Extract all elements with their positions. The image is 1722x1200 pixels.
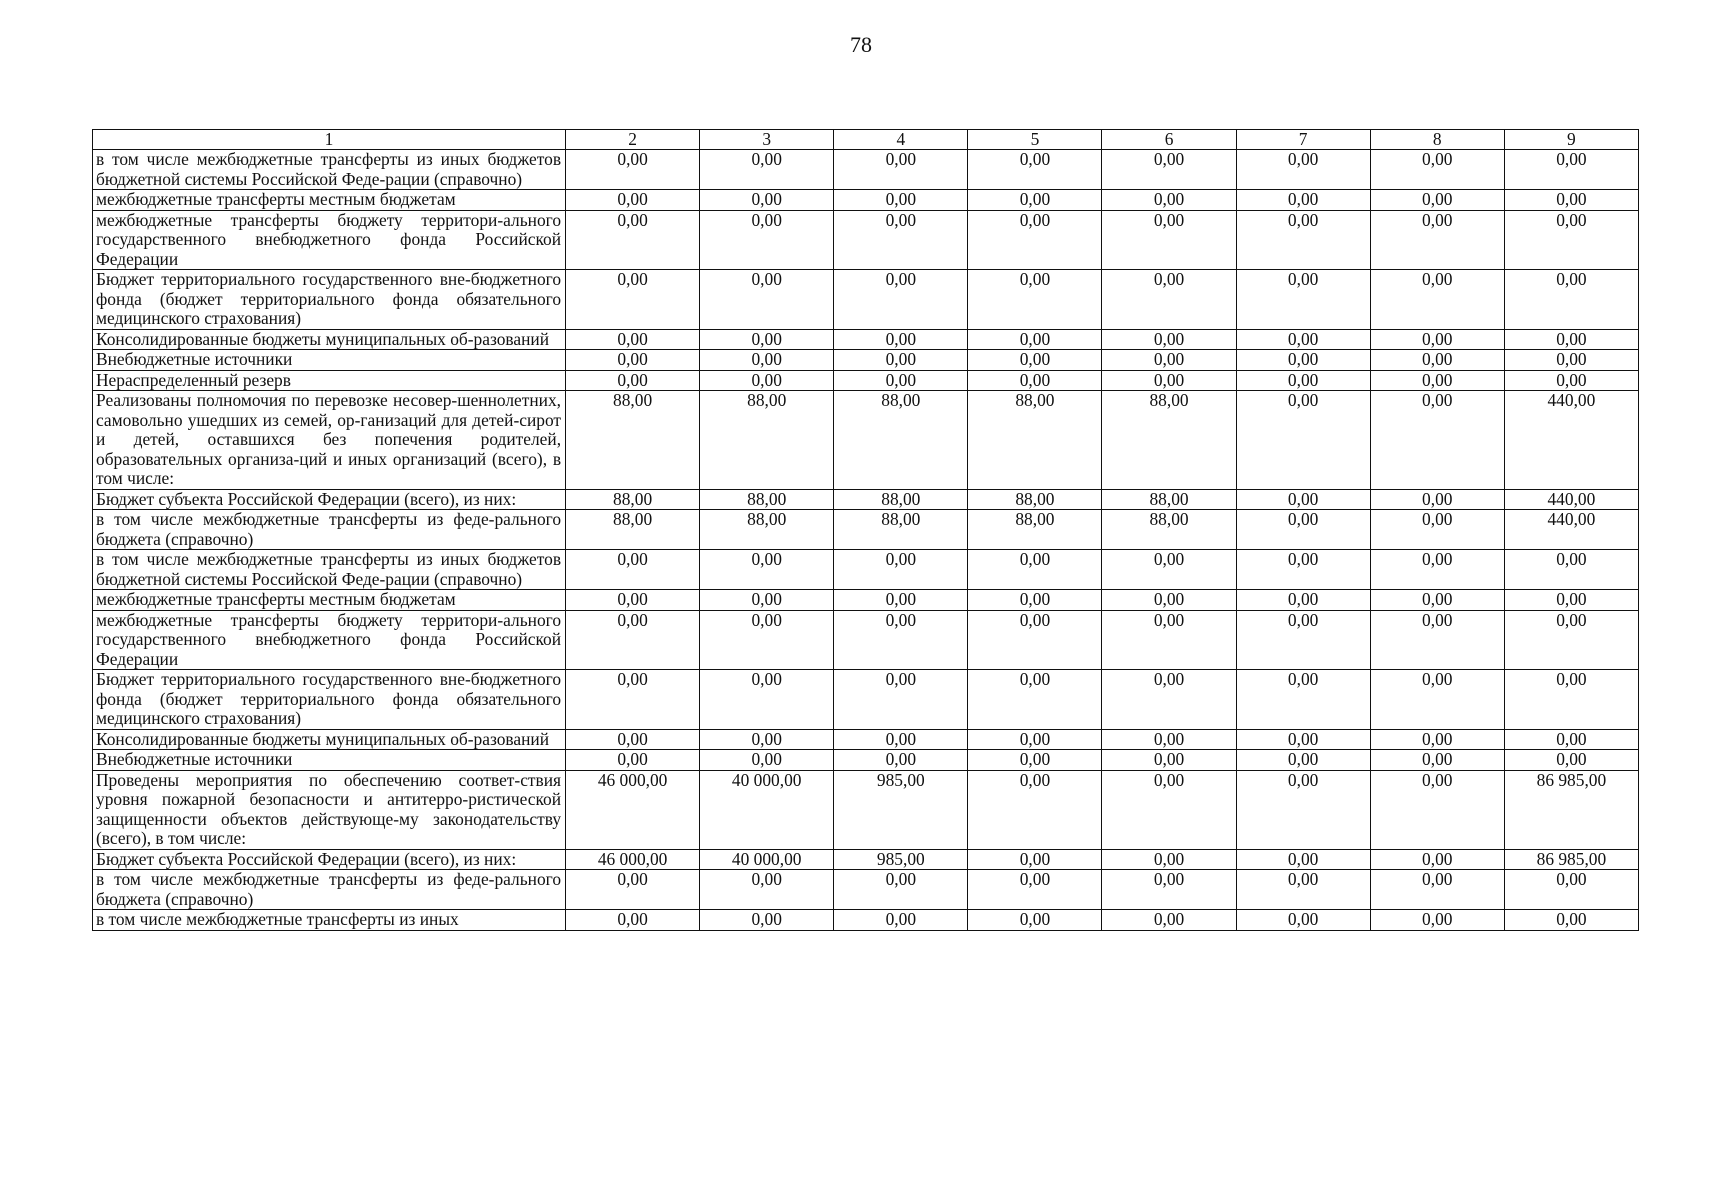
value-cell: 0,00: [968, 370, 1102, 391]
value-cell: 0,00: [700, 210, 834, 270]
value-cell: 0,00: [1102, 610, 1236, 670]
value-cell: 0,00: [566, 729, 700, 750]
page-number: 78: [850, 32, 872, 57]
value-cell: 0,00: [1102, 729, 1236, 750]
value-cell: 0,00: [1370, 610, 1504, 670]
value-cell: 0,00: [700, 729, 834, 750]
table-body: [93, 130, 1639, 931]
table-row: [93, 391, 1639, 490]
value-cell: 0,00: [834, 590, 968, 611]
value-cell: 40 000,00: [700, 770, 834, 849]
value-cell: 0,00: [834, 550, 968, 590]
row-label: межбюджетные трансферты бюджету территори-ального государственного внебюджетного фонда Российской Федерации: [93, 210, 566, 270]
value-cell: 0,00: [834, 350, 968, 371]
value-cell: 0,00: [1236, 190, 1370, 211]
row-label: Внебюджетные источники: [93, 750, 566, 771]
value-cell: 88,00: [700, 510, 834, 550]
column-number-header: 2: [566, 130, 700, 150]
value-cell: 86 985,00: [1504, 849, 1638, 870]
value-cell: 0,00: [834, 150, 968, 190]
value-cell: 0,00: [1236, 729, 1370, 750]
row-label: Нераспределенный резерв: [93, 370, 566, 391]
value-cell: 0,00: [1504, 610, 1638, 670]
value-cell: 0,00: [1102, 190, 1236, 211]
table-header-row: [93, 130, 1639, 150]
value-cell: 0,00: [834, 210, 968, 270]
column-number-header: 6: [1102, 130, 1236, 150]
value-cell: 0,00: [566, 610, 700, 670]
row-label: межбюджетные трансферты местным бюджетам: [93, 590, 566, 611]
value-cell: 88,00: [834, 489, 968, 510]
value-cell: 0,00: [700, 550, 834, 590]
value-cell: 0,00: [968, 350, 1102, 371]
value-cell: 0,00: [1370, 210, 1504, 270]
table-row: [93, 329, 1639, 350]
table-row: [93, 729, 1639, 750]
table-row: [93, 610, 1639, 670]
value-cell: 0,00: [700, 329, 834, 350]
value-cell: 0,00: [700, 370, 834, 391]
value-cell: 0,00: [700, 270, 834, 330]
value-cell: 0,00: [1102, 150, 1236, 190]
value-cell: 0,00: [700, 870, 834, 910]
value-cell: 0,00: [968, 210, 1102, 270]
value-cell: 0,00: [968, 610, 1102, 670]
value-cell: 40 000,00: [700, 849, 834, 870]
value-cell: 0,00: [1504, 729, 1638, 750]
column-number-header: 7: [1236, 130, 1370, 150]
row-label: Бюджет территориального государственного вне-бюджетного фонда (бюджет территориального фонда обязательного медицинского страхования): [93, 670, 566, 730]
row-label: в том числе межбюджетные трансферты из иных бюджетов бюджетной системы Российской Феде-рации (справочно): [93, 150, 566, 190]
value-cell: 88,00: [700, 391, 834, 490]
table-row: [93, 489, 1639, 510]
value-cell: 0,00: [1504, 329, 1638, 350]
value-cell: 0,00: [1370, 150, 1504, 190]
value-cell: 88,00: [968, 510, 1102, 550]
value-cell: 0,00: [1370, 391, 1504, 490]
value-cell: 0,00: [968, 190, 1102, 211]
value-cell: 0,00: [1102, 910, 1236, 931]
value-cell: 0,00: [834, 610, 968, 670]
value-cell: 0,00: [1102, 270, 1236, 330]
table-row: [93, 510, 1639, 550]
value-cell: 0,00: [1236, 270, 1370, 330]
row-label: Бюджет субъекта Российской Федерации (всего), из них:: [93, 489, 566, 510]
value-cell: 88,00: [1102, 510, 1236, 550]
value-cell: 0,00: [1370, 590, 1504, 611]
value-cell: 0,00: [566, 870, 700, 910]
table-row: [93, 910, 1639, 931]
value-cell: 88,00: [834, 391, 968, 490]
value-cell: 0,00: [834, 190, 968, 211]
table-row: [93, 849, 1639, 870]
value-cell: 0,00: [1504, 190, 1638, 211]
row-label: Проведены мероприятия по обеспечению соответ-ствия уровня пожарной безопасности и антитерро-ристической защищенности объектов действующе-му законодательству (всего), в том числе:: [93, 770, 566, 849]
value-cell: 0,00: [566, 750, 700, 771]
value-cell: 0,00: [968, 770, 1102, 849]
value-cell: 0,00: [968, 870, 1102, 910]
table-row: [93, 770, 1639, 849]
value-cell: 0,00: [700, 670, 834, 730]
value-cell: 0,00: [1370, 489, 1504, 510]
value-cell: 0,00: [1370, 849, 1504, 870]
value-cell: 0,00: [1102, 350, 1236, 371]
value-cell: 0,00: [968, 329, 1102, 350]
value-cell: 0,00: [1236, 770, 1370, 849]
table-row: [93, 150, 1639, 190]
value-cell: 0,00: [968, 849, 1102, 870]
value-cell: 0,00: [1504, 550, 1638, 590]
value-cell: 0,00: [566, 150, 700, 190]
value-cell: 0,00: [1504, 750, 1638, 771]
table-row: [93, 270, 1639, 330]
row-label: Реализованы полномочия по перевозке несовер-шеннолетних, самовольно ушедших из семей, ор-ганизаций для детей-сирот и детей, оставшихся без попечения родителей, образовательных организа-ций и иных организаций (всего), в том числе:: [93, 391, 566, 490]
value-cell: 0,00: [968, 550, 1102, 590]
value-cell: 0,00: [834, 750, 968, 771]
value-cell: 0,00: [1370, 350, 1504, 371]
value-cell: 0,00: [1504, 670, 1638, 730]
table-row: [93, 750, 1639, 771]
value-cell: 0,00: [1370, 729, 1504, 750]
value-cell: 0,00: [1236, 590, 1370, 611]
value-cell: 88,00: [1102, 391, 1236, 490]
value-cell: 0,00: [1236, 870, 1370, 910]
value-cell: 440,00: [1504, 510, 1638, 550]
value-cell: 0,00: [1236, 849, 1370, 870]
column-number-header: 5: [968, 130, 1102, 150]
value-cell: 0,00: [1236, 391, 1370, 490]
value-cell: 0,00: [1102, 590, 1236, 611]
value-cell: 0,00: [1236, 350, 1370, 371]
value-cell: 88,00: [700, 489, 834, 510]
value-cell: 0,00: [1370, 910, 1504, 931]
value-cell: 0,00: [700, 590, 834, 611]
value-cell: 0,00: [1102, 550, 1236, 590]
value-cell: 0,00: [968, 270, 1102, 330]
value-cell: 0,00: [1504, 210, 1638, 270]
value-cell: 0,00: [968, 590, 1102, 611]
value-cell: 0,00: [1236, 550, 1370, 590]
value-cell: 0,00: [1102, 670, 1236, 730]
row-label: Бюджет субъекта Российской Федерации (всего), из них:: [93, 849, 566, 870]
value-cell: 0,00: [700, 610, 834, 670]
table-row: [93, 370, 1639, 391]
column-number-header: 4: [834, 130, 968, 150]
value-cell: 440,00: [1504, 489, 1638, 510]
value-cell: 0,00: [1504, 590, 1638, 611]
value-cell: 0,00: [566, 670, 700, 730]
value-cell: 0,00: [1370, 750, 1504, 771]
value-cell: 0,00: [1370, 550, 1504, 590]
value-cell: 88,00: [968, 489, 1102, 510]
value-cell: 0,00: [1236, 150, 1370, 190]
value-cell: 0,00: [1504, 910, 1638, 931]
value-cell: 0,00: [1102, 210, 1236, 270]
column-number-header: 9: [1504, 130, 1638, 150]
value-cell: 86 985,00: [1504, 770, 1638, 849]
value-cell: 0,00: [1370, 870, 1504, 910]
value-cell: 0,00: [1504, 870, 1638, 910]
value-cell: 0,00: [1370, 329, 1504, 350]
value-cell: 88,00: [566, 391, 700, 490]
value-cell: 0,00: [566, 370, 700, 391]
row-label: Бюджет территориального государственного вне-бюджетного фонда (бюджет территориального фонда обязательного медицинского страхования): [93, 270, 566, 330]
value-cell: 985,00: [834, 849, 968, 870]
value-cell: 440,00: [1504, 391, 1638, 490]
value-cell: 0,00: [566, 329, 700, 350]
value-cell: 0,00: [700, 190, 834, 211]
value-cell: 0,00: [1236, 670, 1370, 730]
value-cell: 0,00: [700, 350, 834, 371]
value-cell: 0,00: [1504, 270, 1638, 330]
value-cell: 0,00: [834, 370, 968, 391]
row-label: Консолидированные бюджеты муниципальных об-разований: [93, 329, 566, 350]
row-label: в том числе межбюджетные трансферты из иных: [93, 910, 566, 931]
row-label: в том числе межбюджетные трансферты из иных бюджетов бюджетной системы Российской Феде-рации (справочно): [93, 550, 566, 590]
value-cell: 0,00: [1370, 370, 1504, 391]
value-cell: 88,00: [834, 510, 968, 550]
value-cell: 0,00: [834, 329, 968, 350]
value-cell: 0,00: [1370, 670, 1504, 730]
row-label: Внебюджетные источники: [93, 350, 566, 371]
value-cell: 0,00: [1236, 370, 1370, 391]
value-cell: 0,00: [834, 729, 968, 750]
value-cell: 0,00: [834, 870, 968, 910]
table-row: [93, 870, 1639, 910]
row-label: в том числе межбюджетные трансферты из феде-рального бюджета (справочно): [93, 870, 566, 910]
value-cell: 0,00: [1102, 370, 1236, 391]
value-cell: 88,00: [566, 510, 700, 550]
row-label: межбюджетные трансферты местным бюджетам: [93, 190, 566, 211]
value-cell: 0,00: [700, 750, 834, 771]
value-cell: 0,00: [566, 590, 700, 611]
value-cell: 0,00: [1236, 750, 1370, 771]
value-cell: 0,00: [566, 210, 700, 270]
value-cell: 0,00: [968, 910, 1102, 931]
value-cell: 0,00: [700, 150, 834, 190]
value-cell: 0,00: [1370, 270, 1504, 330]
value-cell: 0,00: [1102, 750, 1236, 771]
value-cell: 0,00: [566, 910, 700, 931]
value-cell: 0,00: [968, 150, 1102, 190]
value-cell: 0,00: [1102, 770, 1236, 849]
value-cell: 0,00: [1102, 329, 1236, 350]
value-cell: 88,00: [1102, 489, 1236, 510]
value-cell: 0,00: [1236, 510, 1370, 550]
value-cell: 0,00: [1504, 350, 1638, 371]
row-label: в том числе межбюджетные трансферты из феде-рального бюджета (справочно): [93, 510, 566, 550]
value-cell: 0,00: [1236, 910, 1370, 931]
value-cell: 0,00: [1370, 190, 1504, 211]
value-cell: 0,00: [834, 270, 968, 330]
value-cell: 0,00: [1102, 870, 1236, 910]
value-cell: 0,00: [834, 910, 968, 931]
value-cell: 0,00: [1236, 329, 1370, 350]
table-row: [93, 550, 1639, 590]
value-cell: 0,00: [566, 190, 700, 211]
value-cell: 88,00: [968, 391, 1102, 490]
value-cell: 0,00: [1504, 150, 1638, 190]
value-cell: 0,00: [968, 750, 1102, 771]
table-row: [93, 350, 1639, 371]
column-number-header: 1: [93, 130, 566, 150]
value-cell: 88,00: [566, 489, 700, 510]
table-row: [93, 670, 1639, 730]
value-cell: 0,00: [1102, 849, 1236, 870]
table-row: [93, 190, 1639, 211]
table-row: [93, 210, 1639, 270]
value-cell: 0,00: [1504, 370, 1638, 391]
value-cell: 985,00: [834, 770, 968, 849]
row-label: межбюджетные трансферты бюджету территори-ального государственного внебюджетного фонда Российской Федерации: [93, 610, 566, 670]
value-cell: 0,00: [834, 670, 968, 730]
value-cell: 0,00: [1236, 610, 1370, 670]
value-cell: 0,00: [1236, 489, 1370, 510]
value-cell: 0,00: [566, 270, 700, 330]
column-number-header: 8: [1370, 130, 1504, 150]
value-cell: 46 000,00: [566, 849, 700, 870]
budget-table: [92, 129, 1639, 931]
value-cell: 0,00: [968, 670, 1102, 730]
row-label: Консолидированные бюджеты муниципальных об-разований: [93, 729, 566, 750]
table-row: [93, 590, 1639, 611]
value-cell: 0,00: [566, 550, 700, 590]
value-cell: 0,00: [1370, 770, 1504, 849]
value-cell: 0,00: [566, 350, 700, 371]
value-cell: 0,00: [700, 910, 834, 931]
column-number-header: 3: [700, 130, 834, 150]
value-cell: 0,00: [968, 729, 1102, 750]
value-cell: 0,00: [1236, 210, 1370, 270]
value-cell: 0,00: [1370, 510, 1504, 550]
value-cell: 46 000,00: [566, 770, 700, 849]
